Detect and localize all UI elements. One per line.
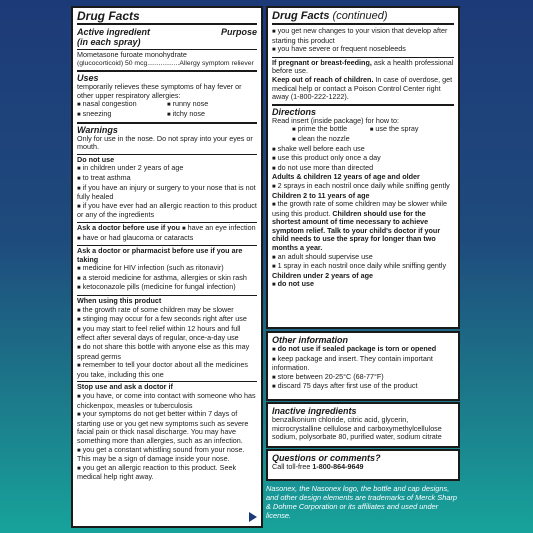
phone-number: 1-800-864-9649 [312, 462, 364, 471]
how-to-list [272, 125, 454, 144]
questions-panel [266, 449, 460, 481]
questions-title: Questions or comments? [272, 453, 381, 463]
list-item: ■ have an eye infection [182, 223, 256, 232]
list-item: ■ an adult should supervise use [272, 253, 454, 263]
continued-arrow-icon [249, 512, 257, 522]
list-item: ■ use this product only once a day [272, 154, 454, 164]
adults-heading: Adults & children 12 years of age and older [272, 172, 420, 182]
list-item: ■ you may start to feel relief within 12 hours and full effect after several days of regular, once-a-day use [77, 325, 257, 343]
other-info-title: Other information [272, 335, 348, 345]
phone-line: Call toll-free 1-800-864-9649 [272, 462, 364, 471]
drug-facts-title: Drug Facts [77, 10, 257, 25]
list-item: ■ do not use [272, 280, 454, 290]
other-information-panel [266, 331, 460, 401]
inactive-text: benzalkonium chloride, citric acid, glycerin, microcrystalline cellulose and carboxymethylcellulose sodium, polysorbate 80, purified water, sodium citrate [272, 415, 442, 442]
list-item: ■ nasal congestion [77, 100, 167, 110]
list-item: ■ do not use if sealed package is torn or opened [272, 345, 454, 355]
list-item: ■ to treat asthma [77, 174, 257, 184]
list-item: ■ you get an allergic reaction to this product. Seek medical help right away. [77, 464, 257, 482]
uses-intro: temporarily relieves these symptoms of hay fever or other upper respiratory allergies: [77, 82, 242, 100]
inactive-title: Inactive ingredients [272, 406, 357, 416]
uses-list [77, 100, 257, 119]
list-item: ■ you get a constant whistling sound from your nose. This may be a sign of damage inside your nose. [77, 446, 257, 464]
warnings-title: Warnings [77, 124, 118, 135]
list-item: ■ sneezing [77, 110, 167, 120]
ingredient-line: Mometasone furoate monohydrate [77, 50, 187, 59]
list-item: ■ clean the nozzle [292, 135, 370, 145]
stop-use-heading: Stop use and ask a doctor if [77, 382, 173, 392]
list-item: ■ a steroid medicine for asthma, allergies or skin rash [77, 274, 257, 284]
list-item: ■ discard 75 days after first use of the product [272, 382, 454, 392]
directions-intro: Read insert (inside package) for how to: [272, 115, 400, 125]
list-item: ■ you have, or come into contact with someone who has chickenpox, measles or tuberculosis [77, 392, 257, 410]
list-item: ■ the growth rate of some children may be slower [77, 306, 257, 316]
do-not-use-heading: Do not use [77, 154, 115, 164]
list-item: ■ your symptoms do not get better within 7 days of starting use or you get new symptoms such as severe facial pain or thick nasal discharge. You may have something more than allergies, such as an infection. [77, 410, 257, 445]
under2-heading: Children under 2 years of age [272, 270, 374, 280]
list-item: ■ store between 20-25°C (68-77°F) [272, 373, 454, 383]
inactive-ingredients-panel [266, 402, 460, 448]
drug-facts-left-panel [71, 6, 263, 528]
list-item: ■ use the spray [370, 125, 448, 135]
list-item: ■ medicine for HIV infection (such as ritonavir) [77, 264, 257, 274]
list-item: ■ ketoconazole pills (medicine for fungal infection) [77, 283, 257, 293]
when-using-heading: When using this product [77, 296, 162, 306]
list-item: ■ runny nose [167, 100, 257, 110]
pregnant-notice: If pregnant or breast-feeding, ask a health professional before use. [272, 57, 454, 76]
list-item: ■ you have severe or frequent nosebleeds [272, 45, 454, 55]
children-heading: Children 2 to 11 years of age [272, 190, 370, 200]
list-item: ■ the growth rate of some children may be slower while using this product. Children should use for the shortest amount of time necessary to achieve symptom relief. Talk to your child's doctor if your child needs to use the spray for longer than two months a year. [272, 200, 454, 253]
list-item: ■ itchy nose [167, 110, 257, 120]
list-item: ■ if you have an injury or surgery to your nose that is not fully healed [77, 184, 257, 202]
list-item: ■ if you have ever had an allergic reaction to this product or any of the ingredients [77, 202, 257, 220]
list-item: ■ do not use more than directed [272, 164, 454, 174]
list-item: ■ you get new changes to your vision that develop after starting this product [272, 27, 454, 45]
list-item: ■ do not share this bottle with anyone else as this may spread germs [77, 343, 257, 361]
active-ingredient-header: Active ingredient Purpose [77, 27, 257, 37]
list-item: ■ 2 sprays in each nostril once daily while sniffing gently [272, 182, 454, 192]
list-item: ■ remember to tell your doctor about all the medicines you take, including this one [77, 361, 257, 379]
list-item: ■ in children under 2 years of age [77, 164, 257, 174]
list-item: ■ have or had glaucoma or cataracts [77, 234, 257, 244]
list-item: ■ shake well before each use [272, 145, 454, 155]
drug-facts-continued-title: Drug Facts (continued) [272, 10, 454, 25]
uses-title: Uses [77, 73, 99, 84]
ingredient-purpose-line: (glucocorticoid) 50 mcg.................Allergy symptom reliever [77, 59, 254, 67]
directions-title: Directions [272, 106, 317, 117]
list-item: ■ prime the bottle [292, 125, 370, 135]
list-item: ■ keep package and insert. They contain important information. [272, 355, 454, 373]
list-item: ■ stinging may occur for a few seconds right after use [77, 315, 257, 325]
keep-out-notice: Keep out of reach of children. In case of overdose, get medical help or contact a Poison Control Center right away (1-800-222-1222). [272, 74, 453, 102]
warnings-intro: Only for use in the nose. Do not spray into your eyes or mouth. [77, 133, 253, 152]
list-item: ■ 1 spray in each nostril once daily while sniffing gently [272, 262, 454, 272]
drug-facts-right-panel [266, 6, 460, 329]
ask-pharmacist-heading: Ask a doctor or pharmacist before use if you are taking [77, 246, 243, 264]
trademark-footer: Nasonex, the Nasonex logo, the bottle and cap designs, and other design elements are trademarks of Merck Sharp & Dohme Corporation or its affiliates and used under license. [266, 484, 458, 520]
active-sub: (in each spray) [77, 37, 141, 47]
ask-doctor-row: Ask a doctor before use if you ■ have an eye infection [77, 224, 257, 234]
